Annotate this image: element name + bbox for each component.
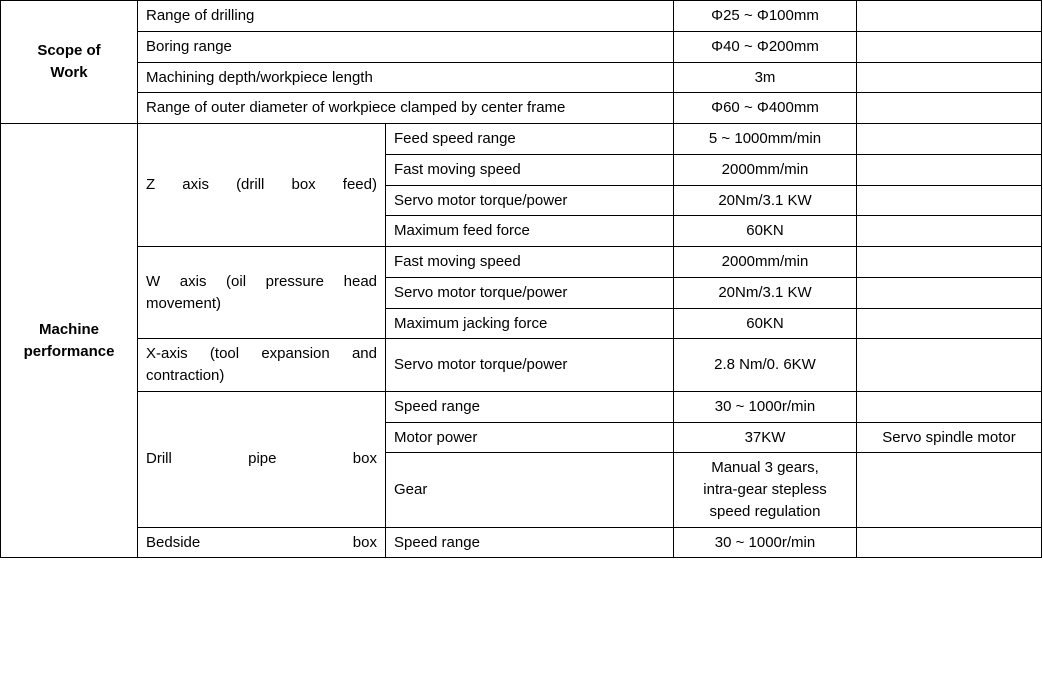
table-row xyxy=(1,31,1042,62)
subsystem-bedside-box xyxy=(138,527,386,558)
parameter-cell: Fast moving speed xyxy=(386,154,674,185)
value-cell: Φ60 ~ Φ400mm xyxy=(674,93,857,124)
table-row xyxy=(1,391,1042,422)
subsystem-label-line1: W axis (oil pressure head xyxy=(146,272,377,290)
value-cell: 37KW xyxy=(674,422,857,453)
parameter-cell: Gear xyxy=(386,453,674,527)
subsystem-label-line1: Z axis xyxy=(146,176,209,194)
note-cell xyxy=(857,391,1042,422)
category-label-line1: Machine xyxy=(38,320,99,338)
parameter-cell: Machining depth/workpiece length xyxy=(138,62,674,93)
note-cell xyxy=(857,185,1042,216)
value-cell xyxy=(674,453,857,527)
subsystem-x-axis xyxy=(138,339,386,392)
note-cell xyxy=(857,62,1042,93)
note-cell xyxy=(857,308,1042,339)
value-cell: 60KN xyxy=(674,308,857,339)
parameter-cell: Servo motor torque/power xyxy=(386,185,674,216)
note-cell xyxy=(857,93,1042,124)
parameter-cell: Motor power xyxy=(386,422,674,453)
note-cell xyxy=(857,339,1042,392)
note-cell xyxy=(857,247,1042,278)
parameter-cell: Maximum feed force xyxy=(386,216,674,247)
value-cell: 2000mm/min xyxy=(674,247,857,278)
subsystem-label-line2: movement) xyxy=(146,294,222,312)
parameter-cell: Servo motor torque/power xyxy=(386,339,674,392)
parameter-cell: Speed range xyxy=(386,391,674,422)
note-cell xyxy=(857,1,1042,32)
table-row xyxy=(1,1,1042,32)
table-row xyxy=(1,527,1042,558)
parameter-cell: Boring range xyxy=(138,31,674,62)
note-cell xyxy=(857,31,1042,62)
subsystem-label-line1: Bedside box xyxy=(146,533,377,551)
note-cell xyxy=(857,216,1042,247)
subsystem-w-axis xyxy=(138,247,386,339)
value-cell: 3m xyxy=(674,62,857,93)
value-cell: 2000mm/min xyxy=(674,154,857,185)
subsystem-label-line2: contraction) xyxy=(146,367,225,384)
value-cell: 20Nm/3.1 KW xyxy=(674,277,857,308)
category-label-line2: performance xyxy=(23,342,115,360)
category-machine-performance xyxy=(1,124,138,558)
value-line2: intra-gear stepless xyxy=(703,481,827,498)
value-cell: 30 ~ 1000r/min xyxy=(674,391,857,422)
note-cell xyxy=(857,527,1042,558)
subsystem-z-axis xyxy=(138,124,386,247)
value-line1: Manual 3 gears, xyxy=(711,459,819,477)
note-cell: Servo spindle motor xyxy=(857,422,1042,453)
parameter-cell: Range of outer diameter of workpiece clamped by center frame xyxy=(138,93,674,124)
value-cell: 20Nm/3.1 KW xyxy=(674,185,857,216)
subsystem-drill-pipe-box xyxy=(138,391,386,527)
category-label-line2: Work xyxy=(50,64,88,81)
note-cell xyxy=(857,453,1042,527)
value-cell: 2.8 Nm/0. 6KW xyxy=(674,339,857,392)
value-cell: 30 ~ 1000r/min xyxy=(674,527,857,558)
category-scope-of-work xyxy=(1,1,138,124)
subsystem-label-line1: Drill pipe box xyxy=(146,450,377,468)
category-label-line1: Scope of xyxy=(37,42,101,60)
parameter-cell: Feed speed range xyxy=(386,124,674,155)
table-row xyxy=(1,62,1042,93)
table-row xyxy=(1,339,1042,392)
table-row xyxy=(1,93,1042,124)
value-cell: Φ25 ~ Φ100mm xyxy=(674,1,857,32)
subsystem-label-line1: X-axis (tool expansion and xyxy=(146,345,377,363)
table-row xyxy=(1,124,1042,155)
note-cell xyxy=(857,124,1042,155)
value-line3: speed regulation xyxy=(709,502,821,520)
parameter-cell: Range of drilling xyxy=(138,1,674,32)
value-cell: 5 ~ 1000mm/min xyxy=(674,124,857,155)
value-cell: Φ40 ~ Φ200mm xyxy=(674,31,857,62)
parameter-cell: Maximum jacking force xyxy=(386,308,674,339)
note-cell xyxy=(857,154,1042,185)
value-cell: 60KN xyxy=(674,216,857,247)
table-row xyxy=(1,247,1042,278)
parameter-cell: Fast moving speed xyxy=(386,247,674,278)
parameter-cell: Speed range xyxy=(386,527,674,558)
note-cell xyxy=(857,277,1042,308)
subsystem-label-line2: (drill box feed) xyxy=(236,176,377,194)
parameter-cell: Servo motor torque/power xyxy=(386,277,674,308)
